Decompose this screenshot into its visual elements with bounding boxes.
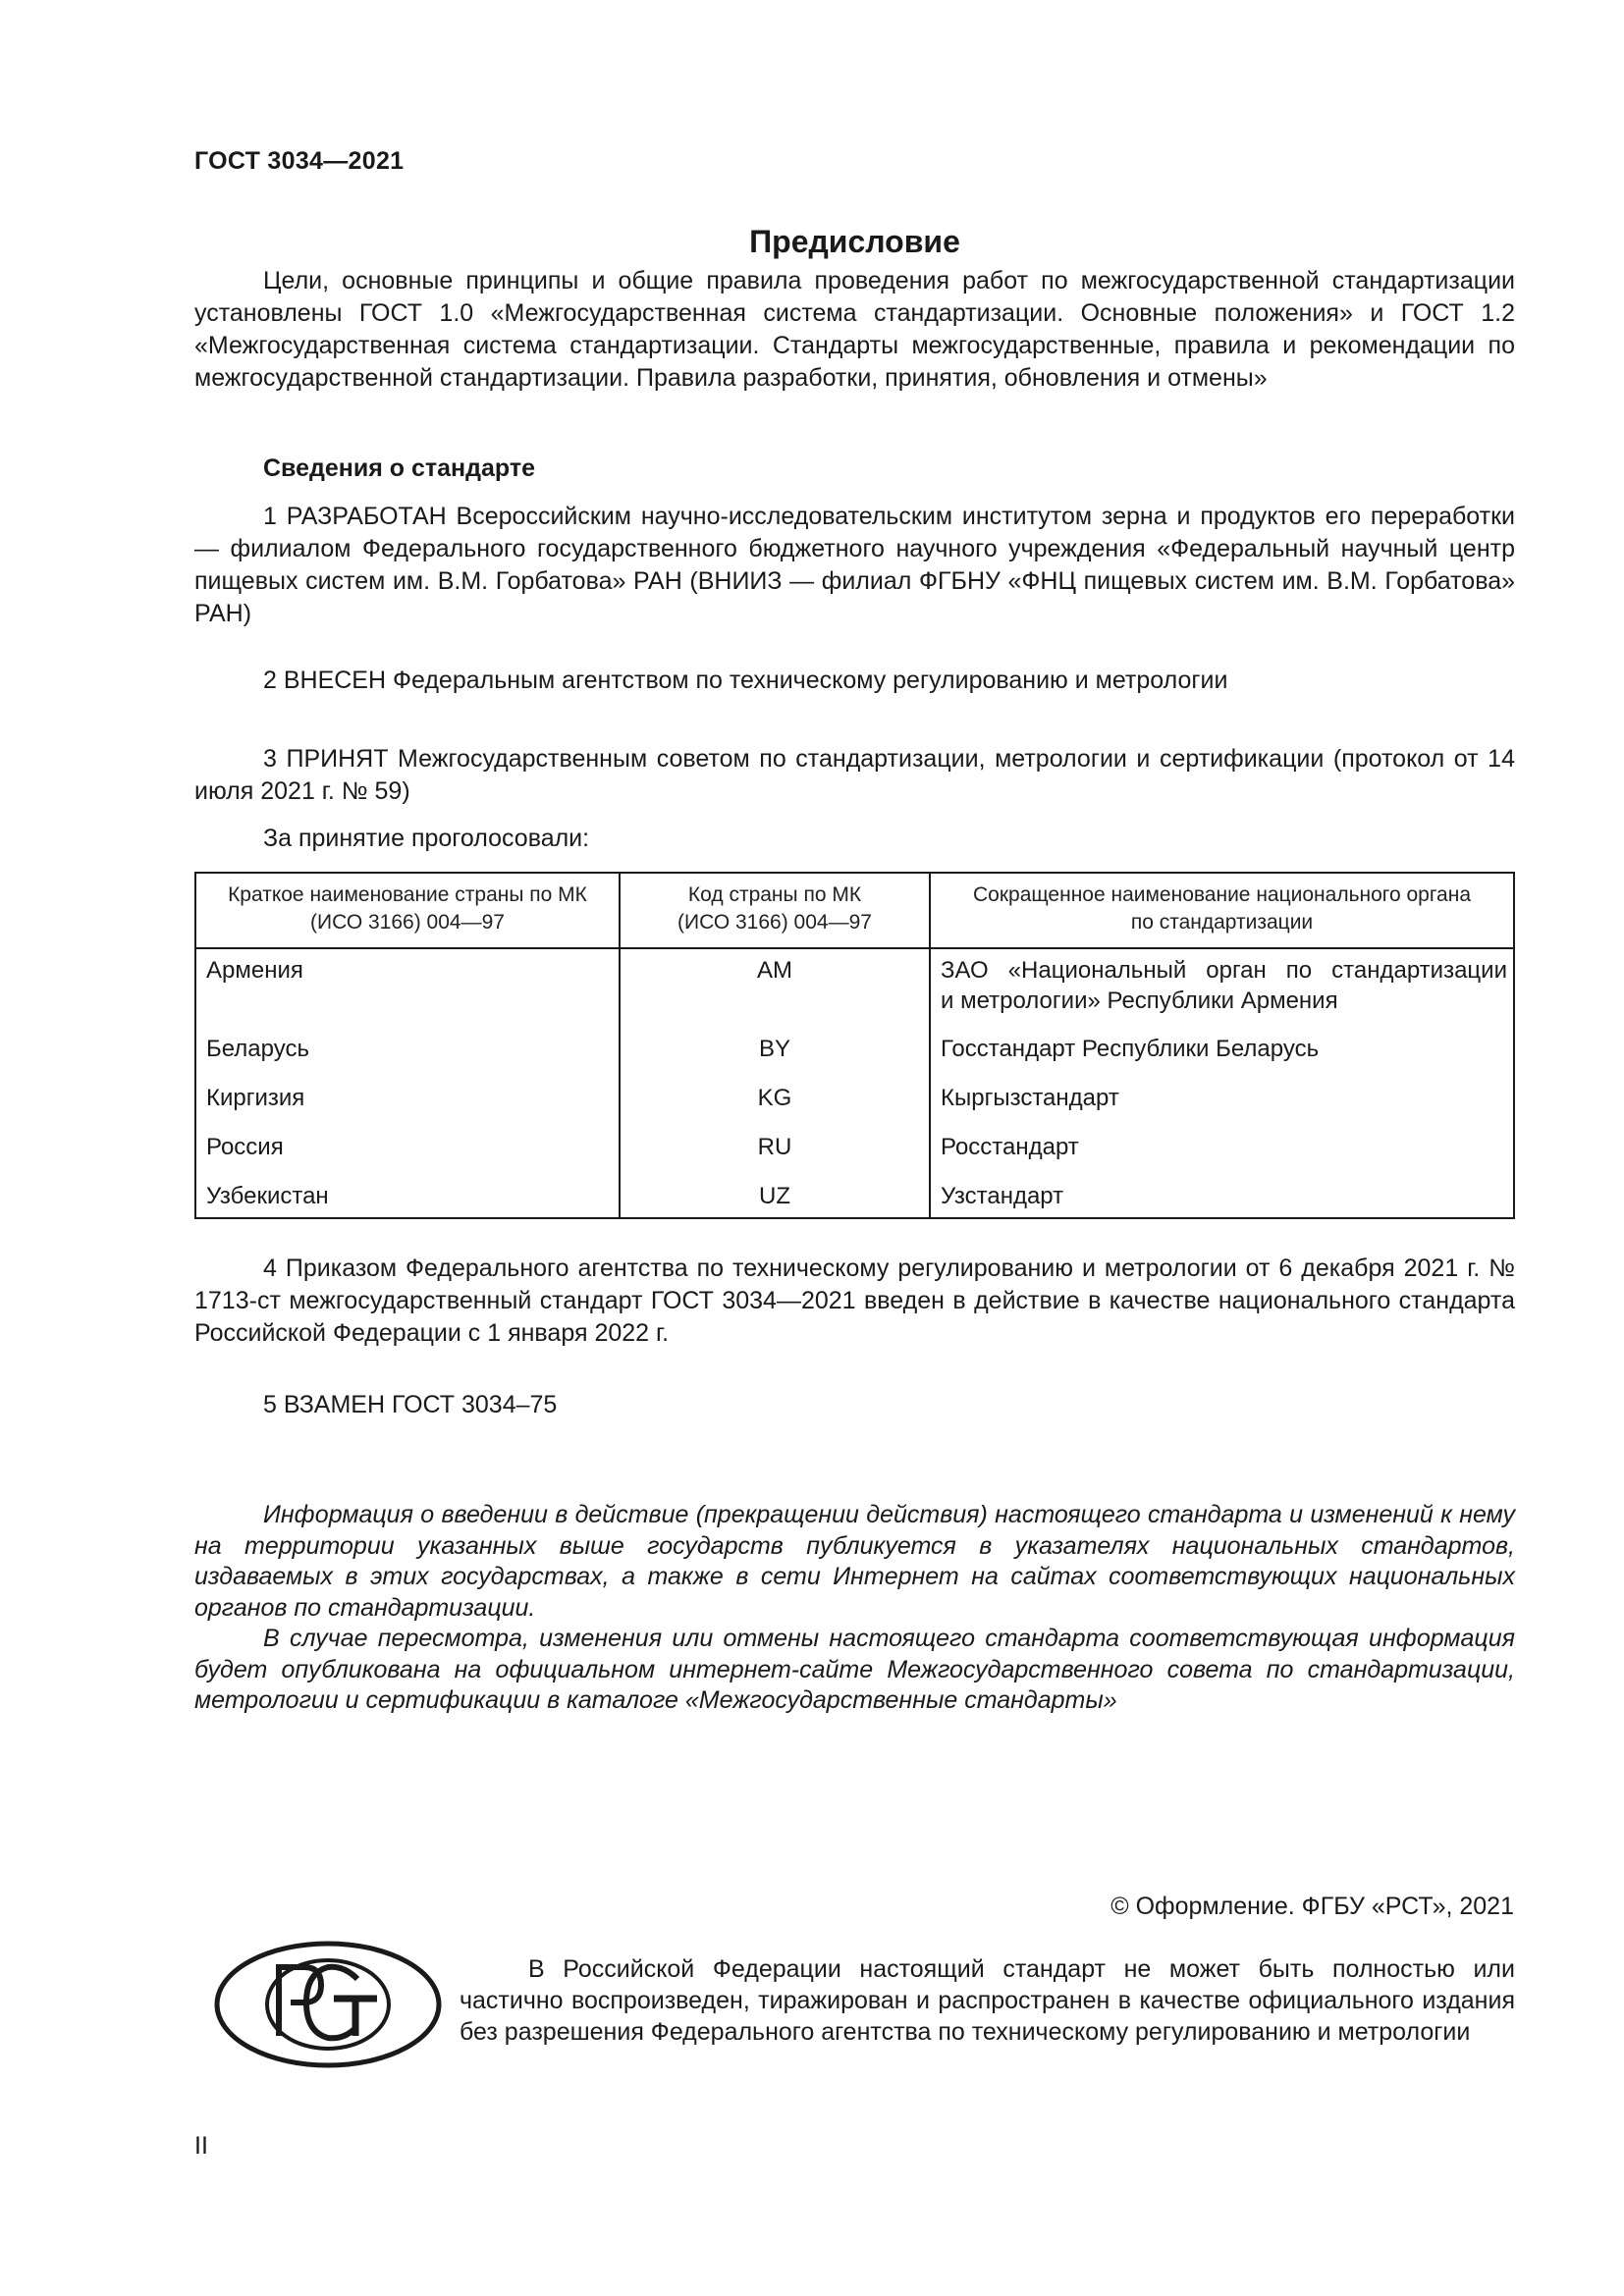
- table-header-rule: [196, 947, 1513, 949]
- cell-country: Киргизия: [206, 1085, 305, 1111]
- rst-logo: [208, 1934, 454, 2081]
- item-developed: 1 РАЗРАБОТАН Всероссийским научно-исследовательским институтом зерна и продуктов его переработки — филиалом Федерального государственного бюджетного научного учреждения «Федеральный научный центр пищевых систем им. В.М. Горбатова» РАН (ВНИИЗ — филиал ФГБНУ «ФНЦ пищевых систем им. В.М. Горбатова» РАН): [194, 503, 1515, 627]
- item-enacted: 4 Приказом Федерального агентства по техническому регулированию и метрологии от 6 декабря 2021 г. № 1713-ст межгосударственный стандарт ГОСТ 3034—2021 введен в действие в качестве национального стандарта Российской Федерации с 1 января 2022 г.: [194, 1255, 1515, 1347]
- item-introduced: 2 ВНЕСЕН Федеральным агентством по техническому регулированию и метрологии: [263, 667, 1228, 694]
- cell-country: Узбекистан: [206, 1183, 329, 1209]
- cell-code: AM: [757, 957, 792, 984]
- copyright-line: © Оформление. ФГБУ «РСТ», 2021: [1110, 1893, 1514, 1920]
- cell-code: UZ: [759, 1183, 790, 1209]
- votes-table: [194, 872, 1515, 1219]
- cell-country: Россия: [206, 1134, 284, 1160]
- page-number: II: [194, 2132, 208, 2160]
- document-code: ГОСТ 3034—2021: [194, 147, 405, 175]
- cell-code: KG: [757, 1085, 792, 1111]
- item-replaces: 5 ВЗАМЕН ГОСТ 3034–75: [263, 1391, 558, 1418]
- voted-label: За принятие проголосовали:: [263, 825, 590, 852]
- info-notice-paragraph: Информация о введении в действие (прекращении действия) настоящего стандарта и изменений к нему на территории указанных выше государств публикуется в указателях национальных стандартов, издаваемых в этих государствах, а также в сети Интернет на сайтах соответствующих национальных органов по стандартизации.: [194, 1501, 1515, 1622]
- cell-country: Армения: [206, 957, 303, 984]
- intro-paragraph: Цели, основные принципы и общие правила проведения работ по межгосударственной стандартизации установлены ГОСТ 1.0 «Межгосударственная система стандартизации. Основные положения» и ГОСТ 1.2 «Межгосударственная система стандартизации. Стандарты межгосударственные, правила и рекомендации по межгосударственной стандартизации. Правила разработки, принятия, обновления и отмены»: [194, 267, 1515, 392]
- cell-national-body: ЗАО «Национальный орган по стандартизации и метрологии» Республики Армения: [941, 957, 1507, 1014]
- page-title: Предисловие: [749, 224, 960, 259]
- cell-code: RU: [757, 1134, 792, 1160]
- cell-country: Беларусь: [206, 1036, 309, 1062]
- reproduction-notice: В Российской Федерации настоящий стандарт не может быть полностью или частично воспроизведен, тиражирован и распространен в качестве официального издания без разрешения Федерального агентства по техническому регулированию и метрологии: [460, 1955, 1515, 2046]
- header-country: Краткое наименование страны по МК (ИСО 3166) 004—97: [228, 883, 587, 934]
- item-adopted: 3 ПРИНЯТ Межгосударственным советом по стандартизации, метрологии и сертификации (протокол от 14 июля 2021 г. № 59): [194, 745, 1515, 805]
- header-national-body: Сокращенное наименование национального органа по стандартизации: [972, 883, 1472, 934]
- cell-national-body: Кыргызстандарт: [941, 1085, 1119, 1111]
- standard-info-heading: Сведения о стандарте: [263, 454, 536, 482]
- info-notice: [194, 1500, 1515, 1717]
- cell-national-body: Узстандарт: [941, 1183, 1064, 1209]
- header-code: Код страны по МК (ИСО 3166) 004—97: [677, 883, 872, 934]
- cell-code: BY: [758, 1036, 790, 1062]
- cell-national-body: Росстандарт: [941, 1134, 1079, 1160]
- cell-national-body: Госстандарт Республики Беларусь: [941, 1036, 1320, 1062]
- info-notice-paragraph: В случае пересмотра, изменения или отмены настоящего стандарта соответствующая информация будет опубликована на официальном интернет-сайте Межгосударственного совета по стандартизации, метрологии и сертификации в каталоге «Межгосударственные стандарты»: [194, 1625, 1515, 1714]
